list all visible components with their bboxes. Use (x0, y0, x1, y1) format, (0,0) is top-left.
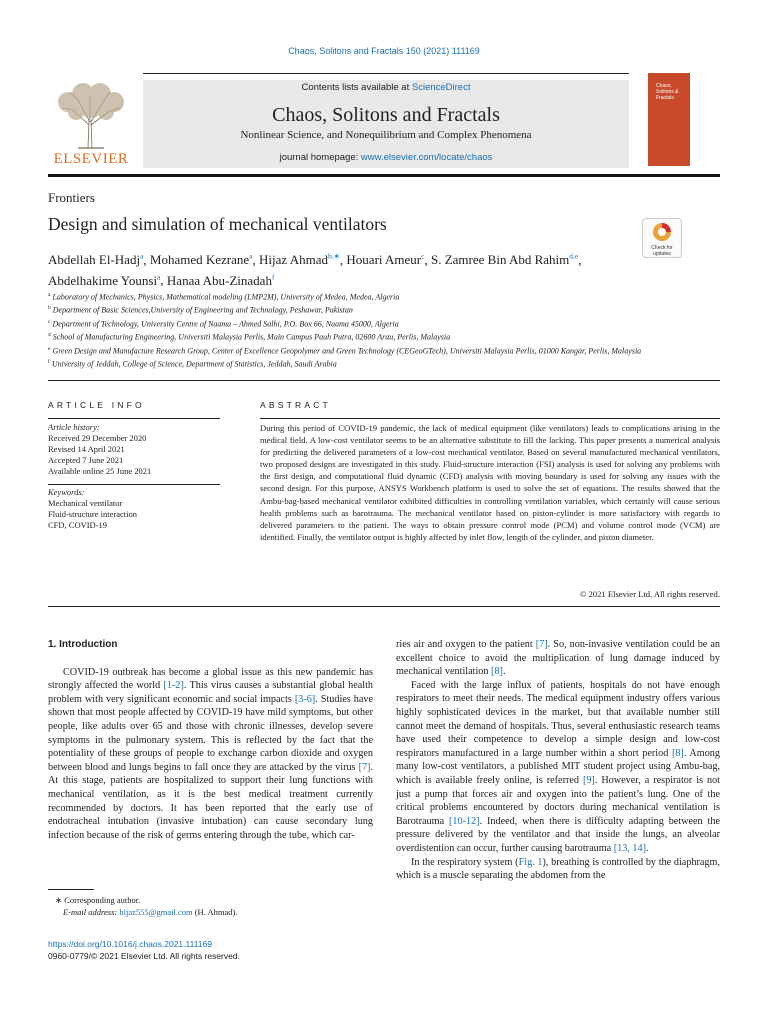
intro-paragraph-continued (396, 638, 720, 679)
text-run: . Among many low-cost ventilators, a published MIT student project using Ambu-bag, which is available freely online, is referred (396, 747, 720, 786)
body-column-left (48, 638, 373, 842)
intro-paragraph (48, 666, 373, 843)
citation-link[interactable]: [3-6] (294, 693, 316, 705)
front-matter-divider (48, 606, 720, 607)
journal-title: Chaos, Solitons and Fractals (272, 104, 500, 126)
citation-link[interactable]: [7] (535, 639, 548, 650)
text-run: . However, a respirator is not just a pump that forces air and oxygen into the patient’s lung. One of the critical problems encountered by doctors during mechanical ventilation is Barotrauma (396, 774, 720, 827)
running-header[interactable]: Chaos, Solitons and Fractals 150 (2021) 111169 (288, 46, 480, 56)
keyword: CFD, COVID-19 (48, 520, 108, 530)
history-online: Available online 25 June 2021 (48, 466, 152, 476)
email-suffix: (H. Ahmad). (192, 907, 238, 917)
text-run: . Studies have shown that most people affected by COVID-19 have mild symptoms, but other people, like adults over 65 and those with chronic illnesses, develop severe symptoms in the pulmonary system. This is reflected by the fact that the potentiality of these groups of people to exchange carbon dioxide and oxygen between blood and lungs begins to fall once they are attacked by the virus (48, 693, 373, 773)
author[interactable]: S. Zamree Bin Abd Rahim$^{d,e}$ (430, 252, 579, 268)
article-info-heading: ARTICLE INFO (48, 400, 145, 410)
keyword: Mechanical ventilator (48, 498, 123, 508)
text-run: . So, non-invasive ventilation could be an excellent choice to avoid the multiplication of lung damage induced by mechanical ventilation (396, 639, 721, 678)
citation-link[interactable]: [1-2] (163, 680, 184, 692)
text-run: . (502, 666, 506, 678)
author[interactable]: Abdellah El-Hadj$^a$ (48, 252, 144, 268)
text-run: ries air and oxygen to the patient (396, 639, 536, 650)
text-run: Faced with the large influx of patients, hospitals do not have enough respirators to meet their needs. The medical equipment industry offers various highly sophisticated devices in the market, but that available number still cannot meet the demand of hospitals. Thus, several enthusiastic research teams have used their competence to develop a simple design and low-cost respirators manufactured in a large number within a short period (396, 679, 720, 759)
affiliation: $^d$ School of Manufacturing Engineering, Universiti Malaysia Perlis, Main Campus Pauh Putra, 02600 Arau, Perlis, Malaysia (48, 332, 451, 343)
text-run: In the respiratory system ( (411, 856, 519, 868)
text-run: . (645, 842, 649, 854)
text-run: . Indeed, when there is difficulty adapting between the pressure delivered by the ventilator and that inside the lungs, an alveolar overdistention can occur, further causing barotrauma (396, 815, 720, 854)
issn-line: 0960-0779/© 2021 Elsevier Ltd. All rights reserved. (48, 951, 240, 961)
citation-link[interactable]: [7] (358, 761, 371, 773)
text-run: . At this stage, patients are hospitalized to support their lung functions with mechanical ventilation, as it is the best medical treatment currently recommended by doctors. It has been reported that the early use of endotracheal intubation (invasive intubation) can cause secondary lung infection because of the risk of germs entering through the tube, which car- (48, 761, 373, 841)
tree-icon (48, 80, 134, 150)
contents-prefix: Contents lists available at (301, 82, 412, 93)
abstract-rule (260, 418, 720, 419)
keyword: Fluid-structure interaction (48, 509, 137, 519)
article-history (48, 422, 220, 477)
footnote (55, 894, 375, 918)
doi-link[interactable]: https://doi.org/10.1016/j.chaos.2021.111169 (48, 939, 212, 949)
author[interactable]: Abdelhakime Younsi$^a$ (48, 272, 161, 288)
elsevier-wordmark: ELSEVIER (53, 151, 129, 167)
text-run: ), breathing is controlled by the diaphragm, which is a muscle separating the abdomen from the (396, 856, 720, 882)
journal-cover-thumbnail[interactable] (648, 73, 690, 166)
keywords-label: Keywords: (48, 487, 85, 497)
cover-title: Chaos, Solitons & Fractals (656, 83, 679, 101)
affiliation: $^c$ Department of Technology, University Centre of Naama – Ahmed Salhi, P.O. Box 66, Naama 45000, Algeria (48, 318, 399, 329)
affiliation: $^b$ Department of Basic Sciences,University of Engineering and Technology, Peshawar, Pakistan (48, 305, 353, 316)
email-link[interactable]: hijaz555@gmail.com (119, 907, 193, 917)
masthead-bottom-rule (48, 174, 720, 177)
history-revised: Revised 14 April 2021 (48, 444, 125, 454)
citation-link[interactable]: Fig. 1 (518, 856, 543, 868)
citation-link[interactable]: [9] (582, 774, 595, 786)
affiliation: $^a$ Laboratory of Mechanics, Physics, Mathematical modeling (LMP2M), University of Medea, Medea, Algeria (48, 292, 400, 302)
keywords (48, 487, 220, 531)
journal-subtitle: Nonlinear Science, and Nonequilibrium and Complex Phenomena (240, 129, 532, 141)
history-received: Received 29 December 2020 (48, 433, 147, 443)
check-for-updates-label: Check for updates (651, 245, 673, 257)
citation-link[interactable]: [8] (671, 747, 684, 759)
email-line (55, 906, 375, 918)
doi-block (48, 938, 240, 962)
elsevier-logo (48, 80, 138, 168)
author[interactable]: Mohamed Kezrane$^a$ (149, 252, 253, 268)
affiliation: $^e$ Green Design and Manufacture Research Group, Center of Excellence Geopolymer and Green Technology (CEGeoGTech), Universiti Malaysia Perlis, 01000 Kangar, Perlis, Malaysia (48, 345, 642, 356)
abstract-copyright: © 2021 Elsevier Ltd. All rights reserved. (579, 589, 720, 599)
history-label: Article history: (48, 422, 100, 432)
text-run: COVID-19 outbreak has become a global issue as this new pandemic has strongly affected the world (48, 666, 373, 692)
section-heading-introduction: 1. Introduction (48, 639, 118, 650)
article-title: Design and simulation of mechanical ventilators (48, 214, 387, 234)
affiliation: $^f$ University of Jeddah, College of Science, Department of Statistics, Jeddah, Saudi Arabia (48, 359, 337, 369)
abstract-text: During this period of COVID-19 pandemic, the lack of medical equipment (like ventilators) leads to complications arising in the medical field. A low-cost ventilator seems to be an alternative substitute to fill the lacking. This paper presents a numerical analysis for predicting the delivered parameters of a low-cost mechanical ventilator. Based on several manufactured mechanical ventilators, two proposed designs are investigated in this study. Fluid-structure interaction (FSI) analysis is used for solving any problems with the first design, and computational fluid dynamic (CFD) analysis with moving boundary is used for solving any issues with the second design. For this purpose, ANSYS Workbench platform is used to solve the set of equations. The results showed that the Ambu-bag-based mechanical ventilator exhibited difficulties in controlling ventilation variables, which certainly will cause serious health problems such as barotrauma. The mechanical ventilator based on piston-cylinder is more satisfactory with regards to delivered parameters to the patient. The ways to obtain pressure control mode (PCM) and volume control mode (VCM) are identified. Finally, the ventilator output is highly affected by inlet flow, length of the cylinder, and piston diameter. (260, 423, 720, 542)
citation-link[interactable]: [13, 14] (613, 842, 646, 854)
author[interactable]: Houari Ameur$^c$ (346, 252, 425, 268)
citation-link[interactable]: [10-12] (449, 815, 480, 827)
masthead-top-rule (143, 73, 629, 74)
author-list: Abdellah El-Hadj$^a$, Mohamed Kezrane$^a$, Hijaz Ahmad$^{b,∗}$, Houari Ameur$^c$, S. Zamree Bin Abd Rahim$^{d,e}$, Abdelhakime Younsi$^a$, Hanaa Abu-Zinadah$^f$ (48, 252, 582, 288)
homepage-prefix: journal homepage: (279, 152, 361, 163)
section-label: Frontiers (48, 190, 95, 205)
check-for-updates-button[interactable] (642, 218, 682, 258)
affiliations (48, 290, 648, 371)
intro-paragraph (396, 679, 720, 856)
author[interactable]: Hanaa Abu-Zinadah$^f$ (166, 272, 275, 288)
citation-link[interactable]: [8] (491, 666, 503, 678)
article-info-rule (48, 418, 220, 419)
header-divider (48, 380, 720, 381)
body-column-right (396, 638, 720, 883)
homepage-link[interactable]: www.elsevier.com/locate/chaos (360, 152, 493, 163)
footnote-rule (48, 889, 94, 890)
author[interactable]: Hijaz Ahmad$^{b,∗}$ (259, 252, 340, 268)
email-label: E-mail address: (63, 907, 120, 917)
keywords-rule (48, 484, 220, 485)
sciencedirect-link[interactable]: ScienceDirect (411, 82, 471, 93)
journal-homepage (143, 152, 629, 163)
corresponding-author-note: ∗ Corresponding author. (55, 895, 141, 905)
crossmark-icon (643, 219, 681, 245)
intro-paragraph (396, 856, 720, 883)
text-run: . This virus causes a substantial global health problem with very significant economic and social impacts (48, 680, 374, 705)
abstract-heading: ABSTRACT (260, 400, 331, 410)
history-accepted: Accepted 7 June 2021 (48, 455, 124, 465)
contents-line (143, 82, 629, 93)
